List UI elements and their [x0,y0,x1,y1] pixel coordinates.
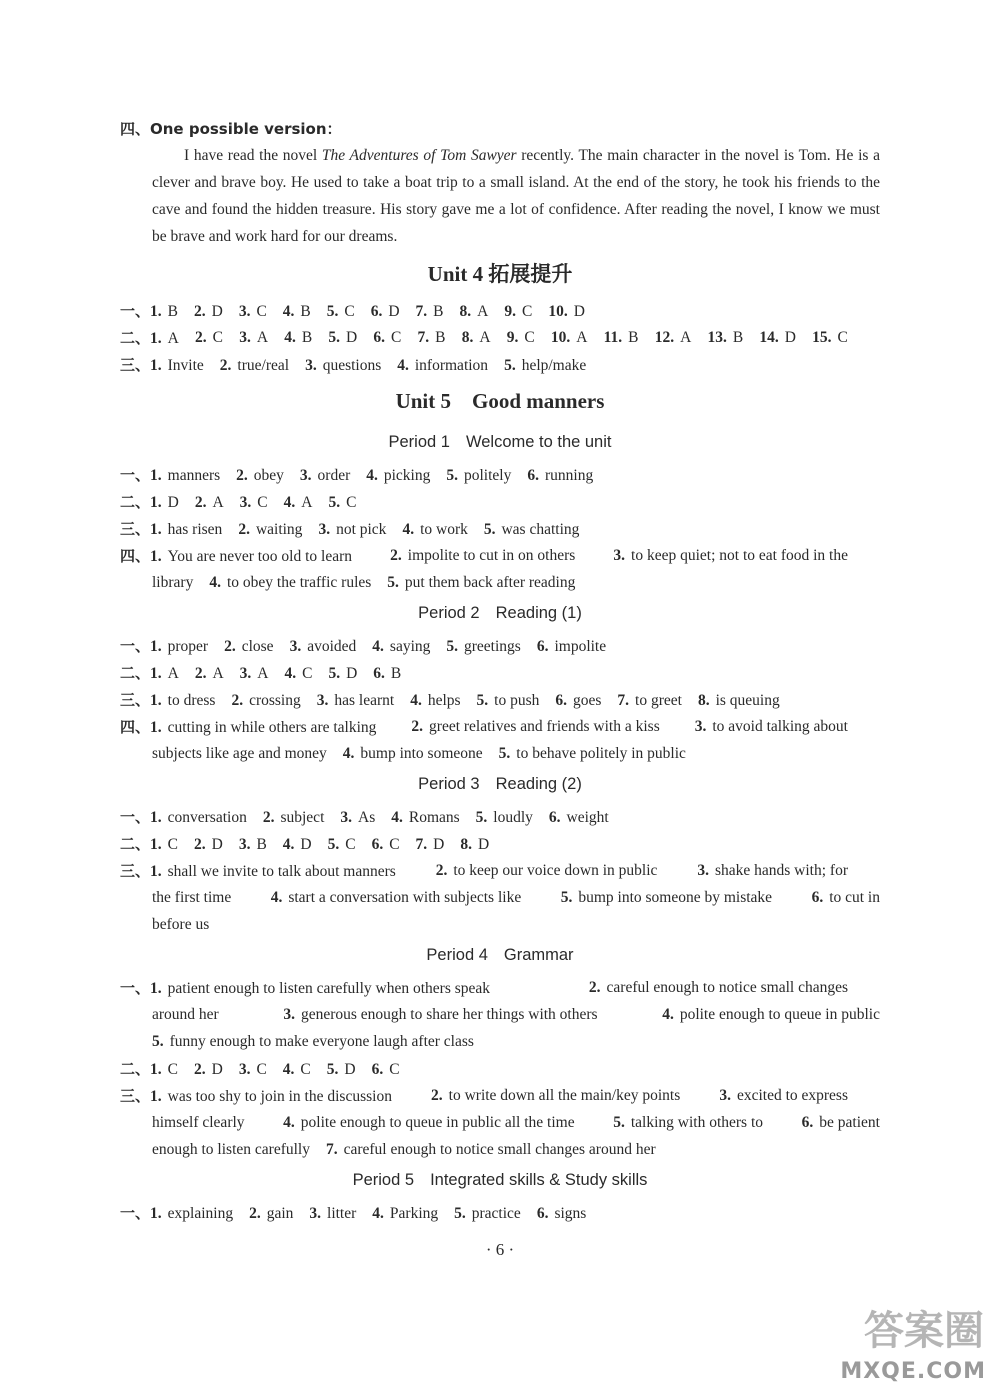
p1-s2 [120,492,372,513]
answer-item: 3. As [340,809,376,826]
answer-item: 5. politely [446,467,512,484]
answer-item: 2. A [194,494,224,511]
p4-s1-line2 [152,1005,880,1025]
answer-item: 2. impolite to cut in on others [390,547,576,564]
answer-item: library [152,574,194,591]
section-label: 一、 [120,637,151,655]
answer-item: 1. D [150,494,179,511]
section-label: 一、 [120,466,151,484]
answer-item: 2. C [195,329,223,346]
answer-item: 8. A [459,303,489,320]
section-label: 三、 [120,691,151,709]
answer-item: 4. C [284,665,313,682]
answer-item: 2. true/real [219,357,290,374]
answer-item: 6. impolite [536,638,607,655]
p3-s1 [120,807,625,828]
answer-item: 四、1. You are never too old to learn [120,547,353,565]
p1-s3 [120,519,595,540]
answer-item: 5. greetings [446,638,521,655]
sample-essay [152,142,880,250]
answer-item: 4. B [282,303,311,320]
answer-item: 1. conversation [150,809,247,826]
p2-s3 [120,690,796,711]
essay-prefix: I have read the novel [184,147,322,164]
answer-item: 4. Romans [391,809,460,826]
answer-item: 3. to keep quiet; not to eat food in the [613,547,848,564]
answer-item: 7. B [417,329,446,346]
answer-item: 2. D [193,303,223,320]
p2-s2 [120,663,417,684]
answer-item: 2. D [193,1061,223,1078]
period-5-title: Period 5 Integrated skills & Study skills [352,1171,648,1189]
answer-item: 6. B [373,665,402,682]
answer-item: 1. C [150,1061,178,1078]
p2-s4-line2 [152,744,702,764]
p2-s4-line1 [120,717,848,738]
answer-item: 5. C [328,494,357,511]
answer-item: 2. gain [249,1205,294,1222]
answer-item: 5. C [326,303,355,320]
section-4-heading: 四、One possible version： [120,120,342,138]
answer-item: 3. generous enough to share her things with others [283,1006,598,1023]
answer-item: 3. A [239,665,269,682]
answer-item: 13. B [707,329,744,346]
p3-s3-line1 [120,861,848,882]
answer-item: 3. B [238,836,267,853]
answer-item: 4. start a conversation with subjects like [270,889,522,906]
answer-item: 2. close [224,638,274,655]
answer-item: 6. goes [555,692,602,709]
p1-s4-line1 [120,546,848,567]
answer-item: 三、1. shall we invite to talk about manners [120,862,396,880]
answer-item: 4. polite enough to queue in public [662,1006,880,1023]
answer-item: 6. to cut in [811,889,880,906]
answer-item: 15. C [812,329,848,346]
unit4-title: Unit 4 拓展提升 [427,262,573,286]
answer-item: 2. crossing [231,692,301,709]
answer-item: 4. Parking [372,1205,439,1222]
period-2-title: Period 2 Reading (1) [418,604,582,622]
section-label: 一、 [120,808,151,826]
answer-item: 5. funny enough to make everyone laugh after class [152,1033,474,1050]
p3-s3-line3: before us [152,916,210,933]
answer-item: 6. signs [536,1205,587,1222]
section-label: 一、 [120,1204,151,1222]
section-label: 四、 [120,718,151,736]
section-label: 二、 [120,329,151,347]
page-number: · 6 · [485,1240,515,1259]
answer-item: 3. C [238,303,267,320]
answer-item: 2. A [194,665,224,682]
answer-item: 6. C [371,1061,400,1078]
section-label: 三、 [120,520,151,538]
answer-item: 6. be patient [801,1114,880,1131]
answer-item: 7. careful enough to notice small changes around her [325,1141,656,1158]
unit4-s3 [120,355,602,376]
answer-item: 7. to greet [617,692,682,709]
section-label: 一、 [120,302,151,320]
answer-item: 2. waiting [238,521,303,538]
section-label: 二、 [120,493,151,511]
essay-rest: recently. The main character in the novel is Tom. He is a clever and brave boy. He used to take a boat trip to a small island. At the end of the story, he took his friends to the cave and found the hidden treasure. His story gave me a lot of confidence. After reading the novel, I know we must be brave and work hard for our dreams. [152,147,880,245]
answer-item: 6. C [371,836,400,853]
section-label: 二、 [120,664,151,682]
unit4-s1 [120,301,601,322]
answer-item: 3. to avoid talking about [694,718,848,735]
answer-item: 14. D [759,329,796,346]
answer-item: 4. polite enough to queue in public all the time [283,1114,575,1131]
answer-item: 4. B [284,329,313,346]
watermark-site: MXQE.COM [840,1359,986,1384]
section-label: 二、 [120,835,151,853]
answer-item: 2. greet relatives and friends with a kiss [411,718,660,735]
p4-s1-line3 [152,1032,490,1052]
answer-item: 5. to push [476,692,540,709]
answer-item: 3. not pick [318,521,387,538]
answer-item: 三、1. was too shy to join in the discussion [120,1087,392,1105]
answer-item: 11. B [603,329,639,346]
p1-s1 [120,465,609,486]
answer-item: 4. to work [402,521,468,538]
answer-item: 7. B [415,303,444,320]
answer-item: 5. C [327,836,356,853]
answer-item: the first time [152,889,232,906]
section-label: 三、 [120,862,151,880]
answer-item: 3. order [299,467,351,484]
p2-s1 [120,636,622,657]
answer-item: 4. C [282,1061,311,1078]
answer-item: 5. was chatting [483,521,580,538]
answer-item: 1. explaining [150,1205,234,1222]
answer-item: 6. running [527,467,594,484]
answer-item: 8. is queuing [697,692,780,709]
answer-item: 5. bump into someone by mistake [560,889,773,906]
answer-item: 2. obey [236,467,284,484]
p4-s3-line3 [152,1140,672,1160]
answer-item: 2. to write down all the main/key points [431,1087,681,1104]
p4-s3-line2 [152,1113,880,1133]
section-label: 三、 [120,1087,151,1105]
answer-item: 3. litter [309,1205,357,1222]
answer-item: enough to listen carefully [152,1141,310,1158]
section-label: 四、 [120,547,151,565]
unit4-s2 [120,328,848,349]
answer-item: 4. helps [410,692,461,709]
answer-item: 5. talking with others to [613,1114,764,1131]
answer-item: 5. help/make [504,357,587,374]
watermark-logo: 答案圈 [864,1308,984,1354]
answer-item: 6. D [370,303,400,320]
answer-item: 1. Invite [150,357,204,374]
answer-item: 2. subject [262,809,325,826]
answer-item: himself clearly [152,1114,245,1131]
answer-item: 4. saying [372,638,431,655]
section-label: 一、 [120,979,151,997]
section-label: 二、 [120,1060,151,1078]
answer-item: 9. C [504,303,533,320]
answer-item: 7. D [415,836,445,853]
answer-item: 3. C [239,494,268,511]
answer-item: 10. D [548,303,585,320]
answer-item: 5. loudly [475,809,533,826]
answer-item: 4. to obey the traffic rules [209,574,372,591]
answer-item: 1. to dress [150,692,216,709]
answer-item: 3. excited to express [719,1087,848,1104]
answer-item: 2. D [193,836,223,853]
answer-item: 2. careful enough to notice small changes [588,979,848,996]
answer-item: subjects like age and money [152,745,327,762]
answer-item: 4. bump into someone [342,745,483,762]
p4-s1-line1 [120,978,848,999]
answer-item: 3. A [239,329,269,346]
answer-item: 6. weight [548,809,609,826]
answer-item: 5. D [328,665,358,682]
answer-item: 4. information [397,357,489,374]
answer-item: 8. A [461,329,491,346]
answer-item: 四、1. cutting in while others are talking [120,718,377,736]
answer-item: 2. to keep our voice down in public [435,862,658,879]
answer-item: 1. manners [150,467,221,484]
answer-item: 4. picking [366,467,431,484]
answer-item: around her [152,1006,219,1023]
answer-item: 3. has learnt [316,692,395,709]
p4-s2 [120,1059,416,1080]
answer-item: 1. C [150,836,178,853]
answer-item: 3. avoided [289,638,357,655]
answer-item: 8. D [460,836,490,853]
unit5-title: Unit 5 Good manners [395,389,605,413]
p1-s4-line2 [152,573,591,593]
answer-item: 1. has risen [150,521,223,538]
answer-item: 3. C [238,1061,267,1078]
answer-item: 1. A [150,665,179,682]
p5-s1 [120,1203,602,1224]
p4-s3-line1 [120,1086,848,1107]
answer-item: 3. shake hands with; for [697,862,848,879]
answer-item: 4. A [283,494,313,511]
answer-item: 10. A [550,329,588,346]
answer-item: 5. to behave politely in public [498,745,686,762]
answer-item: 5. practice [454,1205,521,1222]
section-label: 三、 [120,356,151,374]
p3-s2 [120,834,505,855]
answer-item: 5. D [326,1061,356,1078]
answer-item: 4. D [282,836,312,853]
p3-s3-line2 [152,888,880,908]
answer-item: 12. A [654,329,692,346]
period-3-title: Period 3 Reading (2) [418,775,582,793]
answer-item: 1. B [150,303,178,320]
answer-item: 5. D [328,329,358,346]
essay-book-title: The Adventures of Tom Sawyer [321,147,517,164]
answer-item: 6. C [373,329,402,346]
answer-item: 一、1. patient enough to listen carefully when others speak [120,979,491,997]
answer-item: 二、1. A [120,329,179,347]
period-1-title: Period 1 Welcome to the unit [388,433,612,451]
answer-item: 5. put them back after reading [387,574,576,591]
period-4-title: Period 4 Grammar [426,946,574,964]
answer-item: 3. questions [305,357,382,374]
answer-item: 1. proper [150,638,209,655]
answer-item: 9. C [506,329,535,346]
